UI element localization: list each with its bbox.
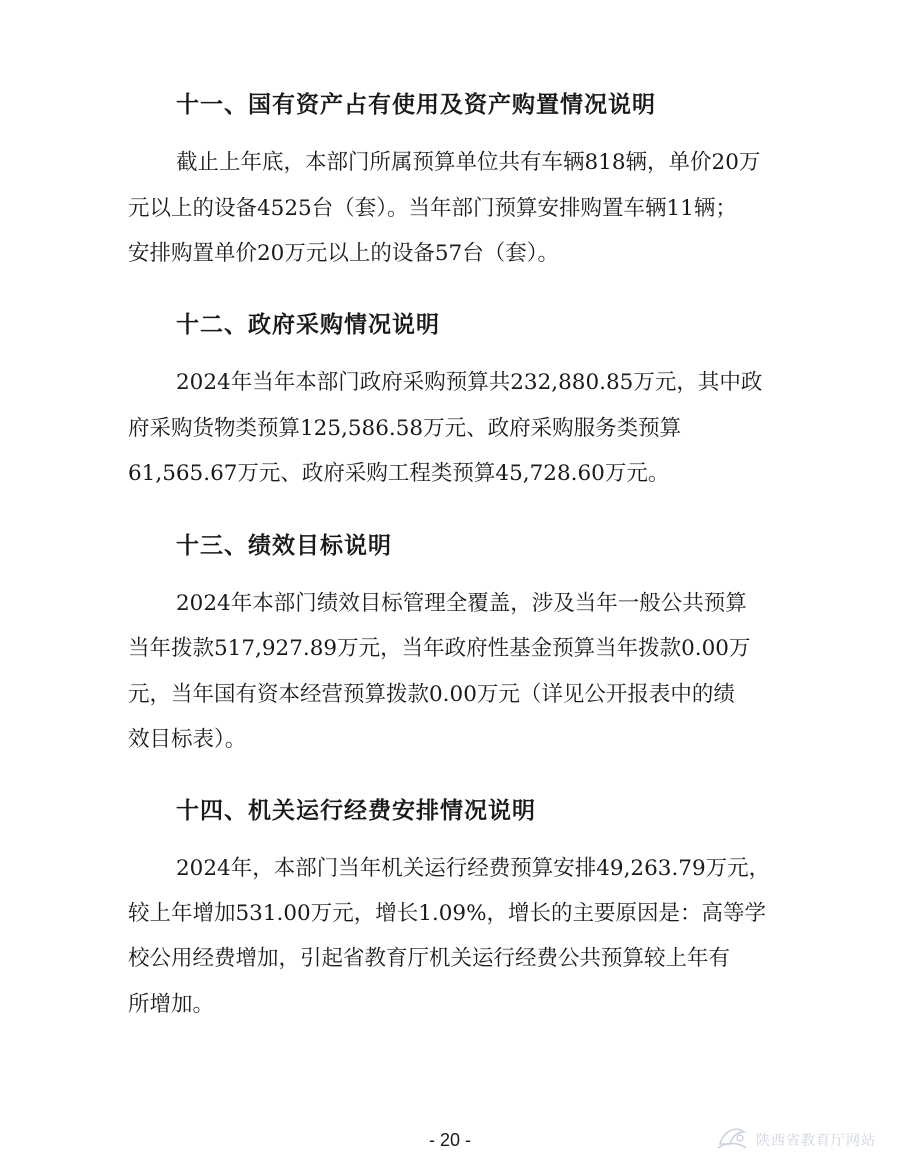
site-logo-icon: [712, 1118, 752, 1158]
paragraph-line: 2024年当年本部门政府采购预算共232,880.85万元，其中政: [176, 370, 763, 395]
paragraph-line: 元，当年国有资本经营预算拨款0.00万元（详见公开报表中的绩: [128, 682, 735, 707]
paragraph-line: 所增加。: [128, 992, 215, 1017]
paragraph-line: 截止上年底，本部门所属预算单位共有车辆818辆，单价20万: [176, 150, 761, 175]
paragraph-line: 安排购置单价20万元以上的设备57台（套）。: [128, 241, 559, 266]
page-number: - 20 -: [428, 1130, 471, 1150]
section-heading-12: 十二、政府采购情况说明: [176, 312, 440, 338]
watermark: [712, 1118, 900, 1158]
paragraph-line: 61,565.67万元、政府采购工程类预算45,728.60万元。: [128, 461, 670, 486]
paragraph-line: 效目标表）。: [128, 727, 247, 752]
paragraph-line: 2024年本部门绩效目标管理全覆盖，涉及当年一般公共预算: [176, 591, 747, 616]
paragraph-line: 校公用经费增加，引起省教育厅机关运行经费公共预算较上年有: [128, 946, 731, 971]
section-heading-13: 十三、绩效目标说明: [176, 533, 392, 559]
paragraph-line: 当年拨款517,927.89万元，当年政府性基金预算当年拨款0.00万: [128, 636, 751, 661]
paragraph-line: 府采购货物类预算125,586.58万元、政府采购服务类预算: [128, 416, 682, 441]
section-heading-14: 十四、机关运行经费安排情况说明: [176, 798, 536, 824]
watermark-text: 陕西省教育厅网站: [756, 1133, 876, 1149]
paragraph-line: 元以上的设备4525台（套）。当年部门预算安排购置车辆11辆；: [128, 196, 737, 221]
paragraph-line: 2024年，本部门当年机关运行经费预算安排49,263.79万元，: [176, 856, 771, 881]
section-heading-11: 十一、国有资产占有使用及资产购置情况说明: [176, 92, 656, 118]
paragraph-line: 较上年增加531.00万元，增长1.09%，增长的主要原因是：高等学: [128, 901, 767, 926]
